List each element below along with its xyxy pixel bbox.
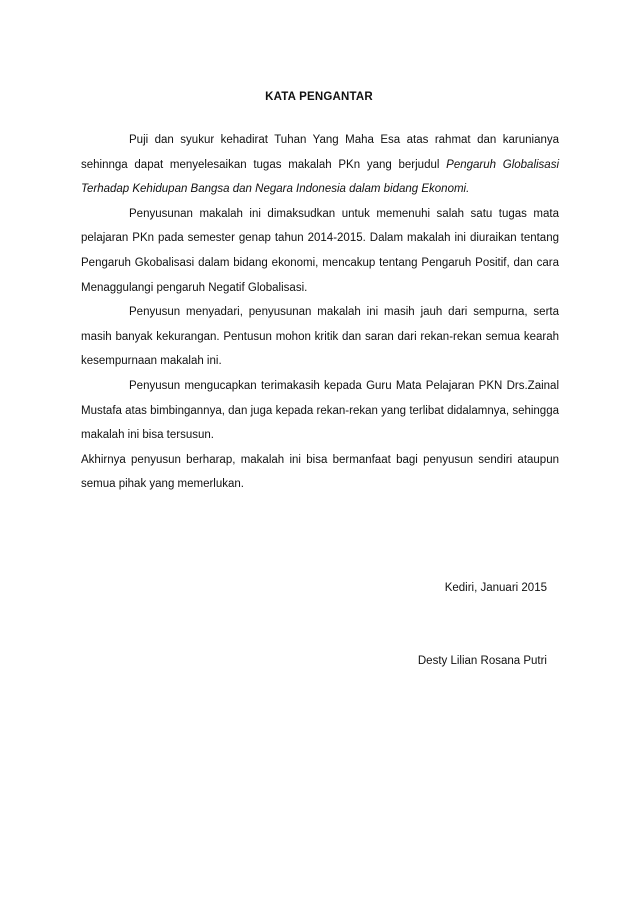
paragraph-5: Akhirnya penyusun berharap, makalah ini bisa bermanfaat bagi penyusun sendiri ataupun semua pihak yang memerlukan. xyxy=(81,453,559,491)
paragraph-1-italic-title: Pengaruh Globalisasi Terhadap Kehidupan Bangsa dan Negara Indonesia dalam bidang Ekonomi. xyxy=(81,158,560,196)
author-name: Desty Lilian Rosana Putri xyxy=(417,655,547,667)
paragraph-1 xyxy=(81,128,559,202)
document-body xyxy=(81,128,559,497)
place-date: Kediri, Januari 2015 xyxy=(444,582,547,594)
paragraph-4: Penyusun mengucapkan terimakasih kepada Guru Mata Pelajaran PKN Drs.Zainal Mustafa atas bimbingannya, dan juga kepada rekan-rekan yang terlibat didalamnya, sehingga makalah ini bisa tersusun. xyxy=(81,379,559,442)
paragraph-3: Penyusun menyadari, penyusunan makalah ini masih jauh dari sempurna, serta masih banyak kekurangan. Pentusun mohon kritik dan saran dari rekan-rekan semua kearah kesempurnaan makalah ini. xyxy=(81,306,559,368)
paragraph-2: Penyusunan makalah ini dimaksudkan untuk memenuhi salah satu tugas mata pelajaran PKn pada semester genap tahun 2014-2015. Dalam makalah ini diuraikan tentang Pengaruh Gkobalisasi dalam bidang ekonomi, mencakup tentang Pengaruh Positif, dan cara Menaggulangi pengaruh Negatif Globalisasi. xyxy=(81,207,559,294)
document-title: KATA PENGANTAR xyxy=(265,91,373,103)
paragraph-1-text: Puji dan syukur kehadirat Tuhan Yang Maha Esa atas rahmat dan karunianya sehinnga dapat menyelesaikan tugas makalah PKn yang berjudul xyxy=(81,134,559,171)
